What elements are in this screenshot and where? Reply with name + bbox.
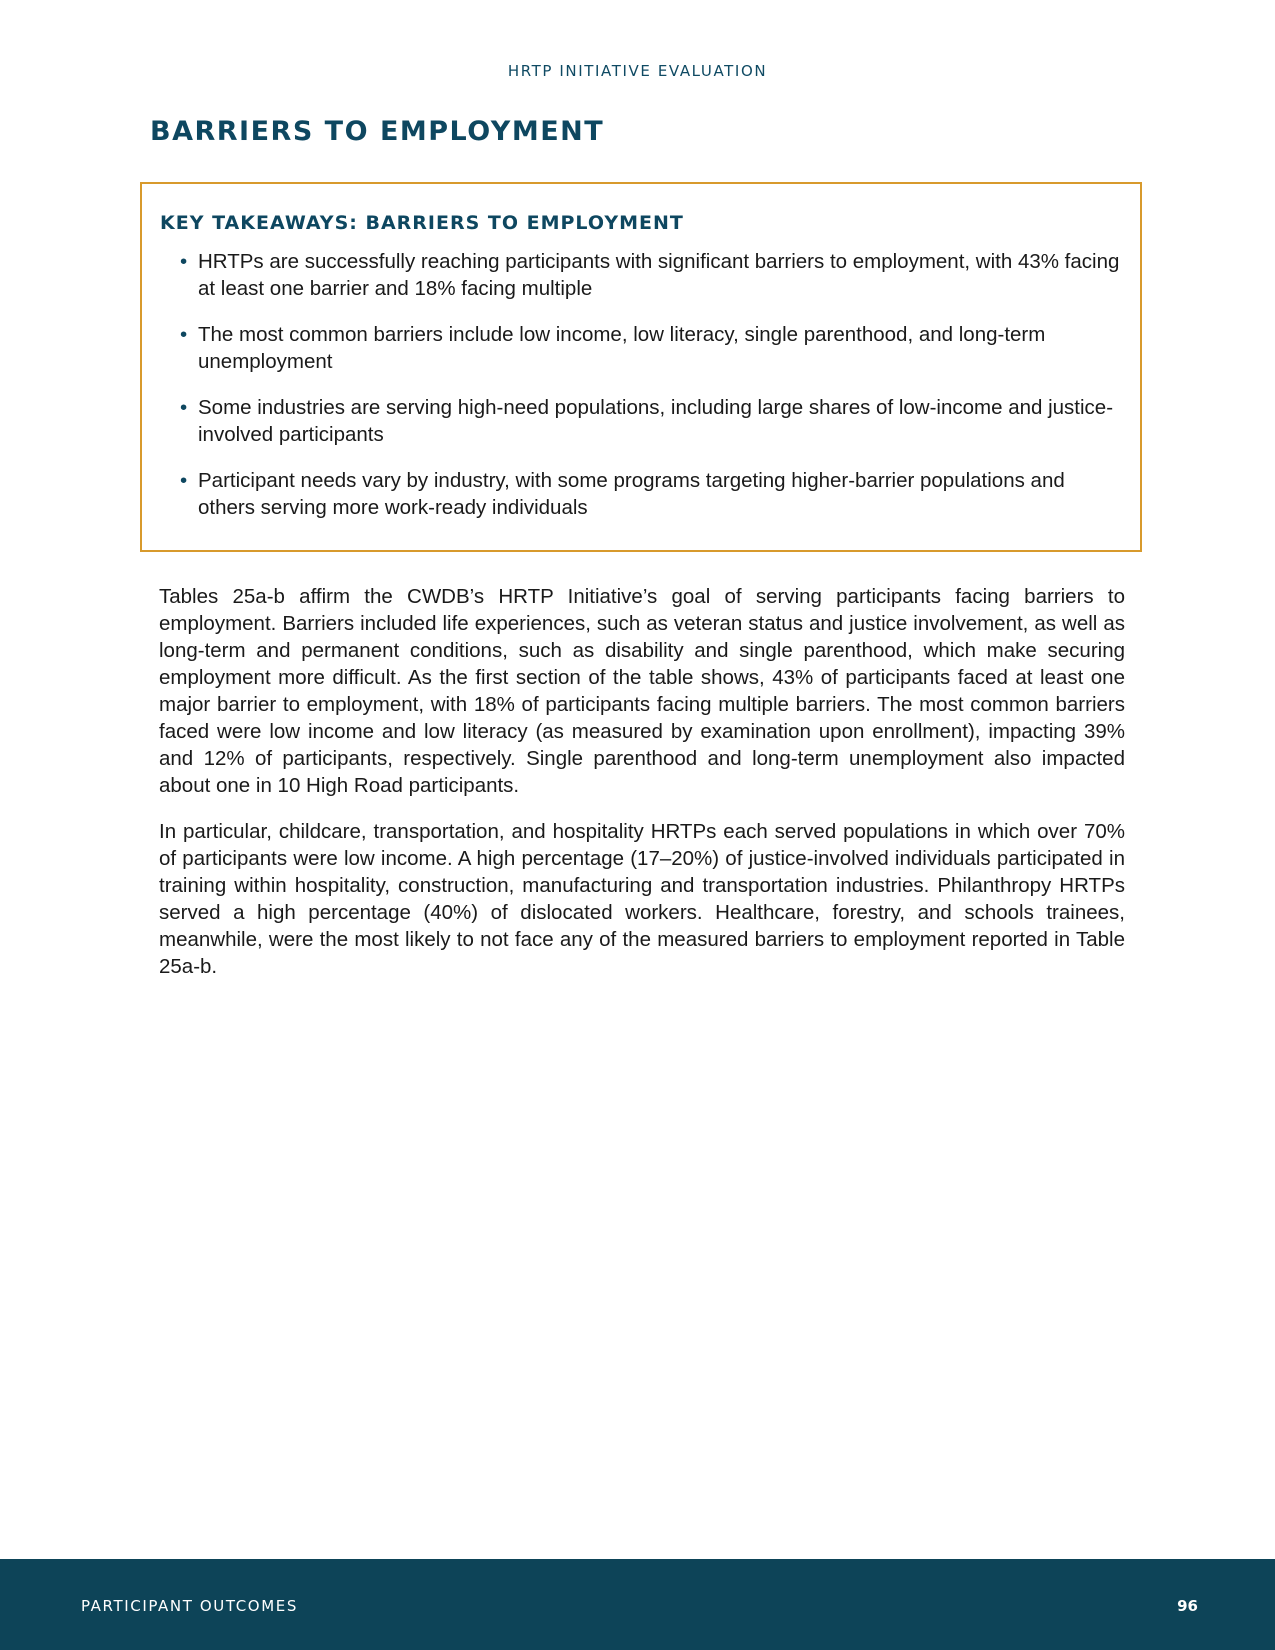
takeaway-text: Participant needs vary by industry, with some programs targeting higher-barrier populations and others serving more work-ready individuals — [198, 469, 1065, 519]
takeaway-text: The most common barriers include low income, low literacy, single parenthood, and long-term unemployment — [198, 323, 1046, 373]
body-paragraph: Tables 25a-b affirm the CWDB’s HRTP Initiative’s goal of serving participants facing barriers to employment. Barriers included life experiences, such as veteran status and justice involvement, as well as long-term and permanent conditions, such as disability and single parenthood, which make securing employment more difficult. As the first section of the table shows, 43% of participants faced at least one major barrier to employment, with 18% of participants facing multiple barriers. The most common barriers faced were low income and low literacy (as measured by examination upon enrollment), impacting 39% and 12% of participants, respectively. Single parenthood and long-term unemployment also impacted about one in 10 High Road participants. — [159, 585, 1125, 797]
takeaway-item — [180, 394, 1122, 448]
key-takeaways-box — [140, 182, 1142, 552]
bullet-icon: • — [180, 469, 188, 492]
body-paragraph: In particular, childcare, transportation, and hospitality HRTPs each served populations in which over 70% of participants were low income. A high percentage (17–20%) of justice-involved individuals participated in training within hospitality, construction, manufacturing and transportation industries. Philanthropy HRTPs served a high percentage (40%) of dislocated workers. Healthcare, forestry, and schools trainees, meanwhile, were the most likely to not face any of the measured barriers to employment reported in Table 25a-b. — [159, 820, 1125, 978]
bullet-icon: • — [180, 250, 188, 273]
bullet-icon: • — [180, 323, 188, 346]
takeaway-item — [180, 321, 1122, 375]
takeaway-item — [180, 467, 1122, 521]
section-title: BARRIERS TO EMPLOYMENT — [150, 116, 605, 147]
page-number: 96 — [1177, 1597, 1198, 1615]
bullet-icon: • — [180, 396, 188, 419]
body-text — [159, 583, 1125, 999]
takeaway-text: HRTPs are successfully reaching participants with significant barriers to employment, with 43% facing at least one barrier and 18% facing multiple — [198, 250, 1120, 300]
key-takeaways-title: KEY TAKEAWAYS: BARRIERS TO EMPLOYMENT — [160, 212, 684, 234]
takeaway-item — [180, 248, 1122, 302]
takeaway-text: Some industries are serving high-need populations, including large shares of low-income and justice-involved participants — [198, 396, 1114, 446]
footer-section-label: PARTICIPANT OUTCOMES — [81, 1597, 298, 1615]
key-takeaways-list — [160, 248, 1122, 521]
running-header: HRTP INITIATIVE EVALUATION — [507, 62, 768, 80]
